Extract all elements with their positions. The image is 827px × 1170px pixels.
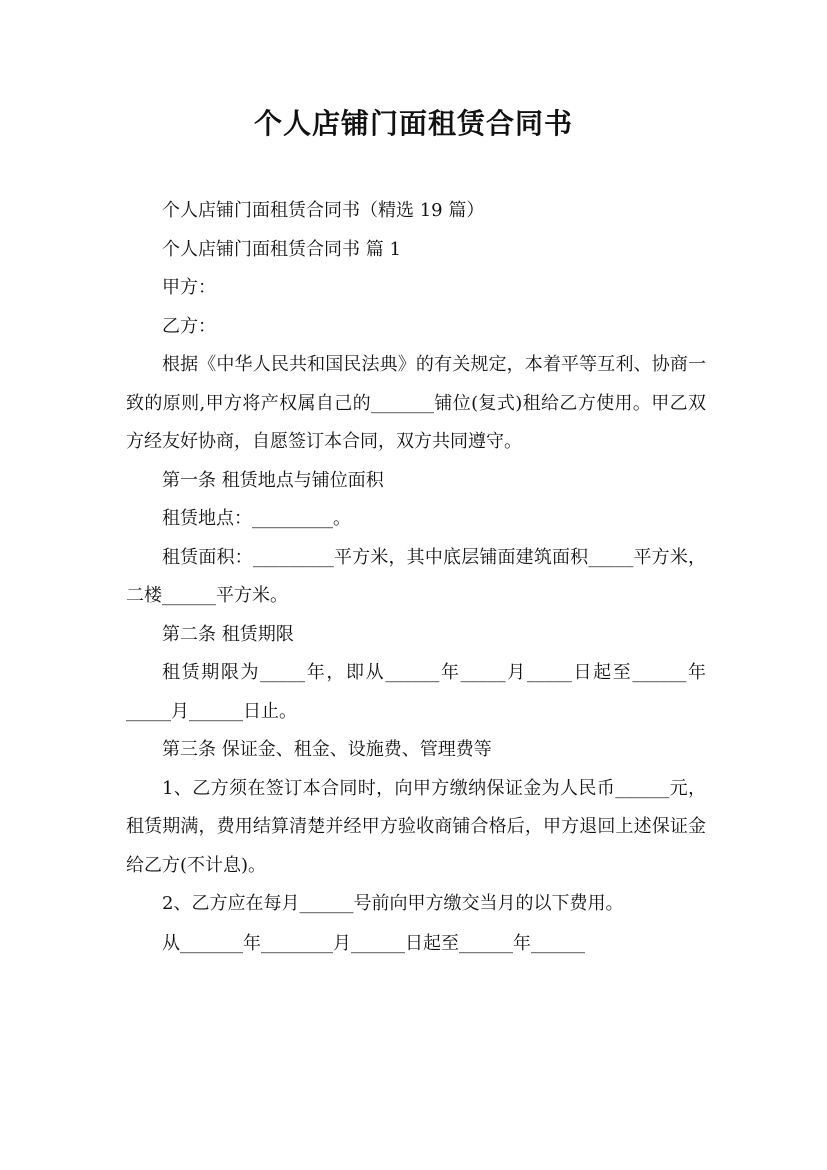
document-title: 个人店铺门面租赁合同书: [253, 107, 573, 140]
article-1-heading: 第一条 租赁地点与铺位面积: [162, 469, 384, 491]
document-body: [126, 192, 706, 963]
fee-period-line: 从_______年________月______日起至______年______: [162, 932, 585, 954]
subtitle-paragraph: 个人店铺门面租赁合同书（精选 19 篇）: [162, 200, 485, 221]
lease-location-line: 租赁地点：_________。: [162, 508, 351, 529]
intro-paragraph: 根据《中华人民共和国民法典》的有关规定，本着平等互利、协商一致的原则,甲方将产权属自己的_______铺位(复式)租给乙方使用。甲乙双方经友好协商，自愿签订本合同，双方共同遵守。: [126, 354, 706, 452]
lease-area-paragraph: 租赁面积：_________平方米，其中底层铺面建筑面积_____平方米，二楼______平方米。: [126, 546, 706, 606]
party-a-line: 甲方：: [162, 277, 216, 298]
deposit-paragraph: 1、乙方须在签订本合同时，向甲方缴纳保证金为人民币______元，租赁期满，费用结算清楚并经甲方验收商铺合格后，甲方退回上述保证金给乙方(不计息)。: [126, 777, 706, 876]
monthly-fee-paragraph: 2、乙方应在每月______号前向甲方缴交当月的以下费用。: [162, 893, 624, 914]
lease-term-paragraph: 租赁期限为_____年，即从______年_____月_____日起至______年_____月______日止。: [126, 662, 706, 722]
section-heading: 个人店铺门面租赁合同书 篇 1: [162, 238, 401, 260]
article-2-heading: 第二条 租赁期限: [162, 623, 294, 645]
party-b-line: 乙方：: [162, 315, 216, 337]
article-3-heading: 第三条 保证金、租金、设施费、管理费等: [162, 739, 492, 760]
